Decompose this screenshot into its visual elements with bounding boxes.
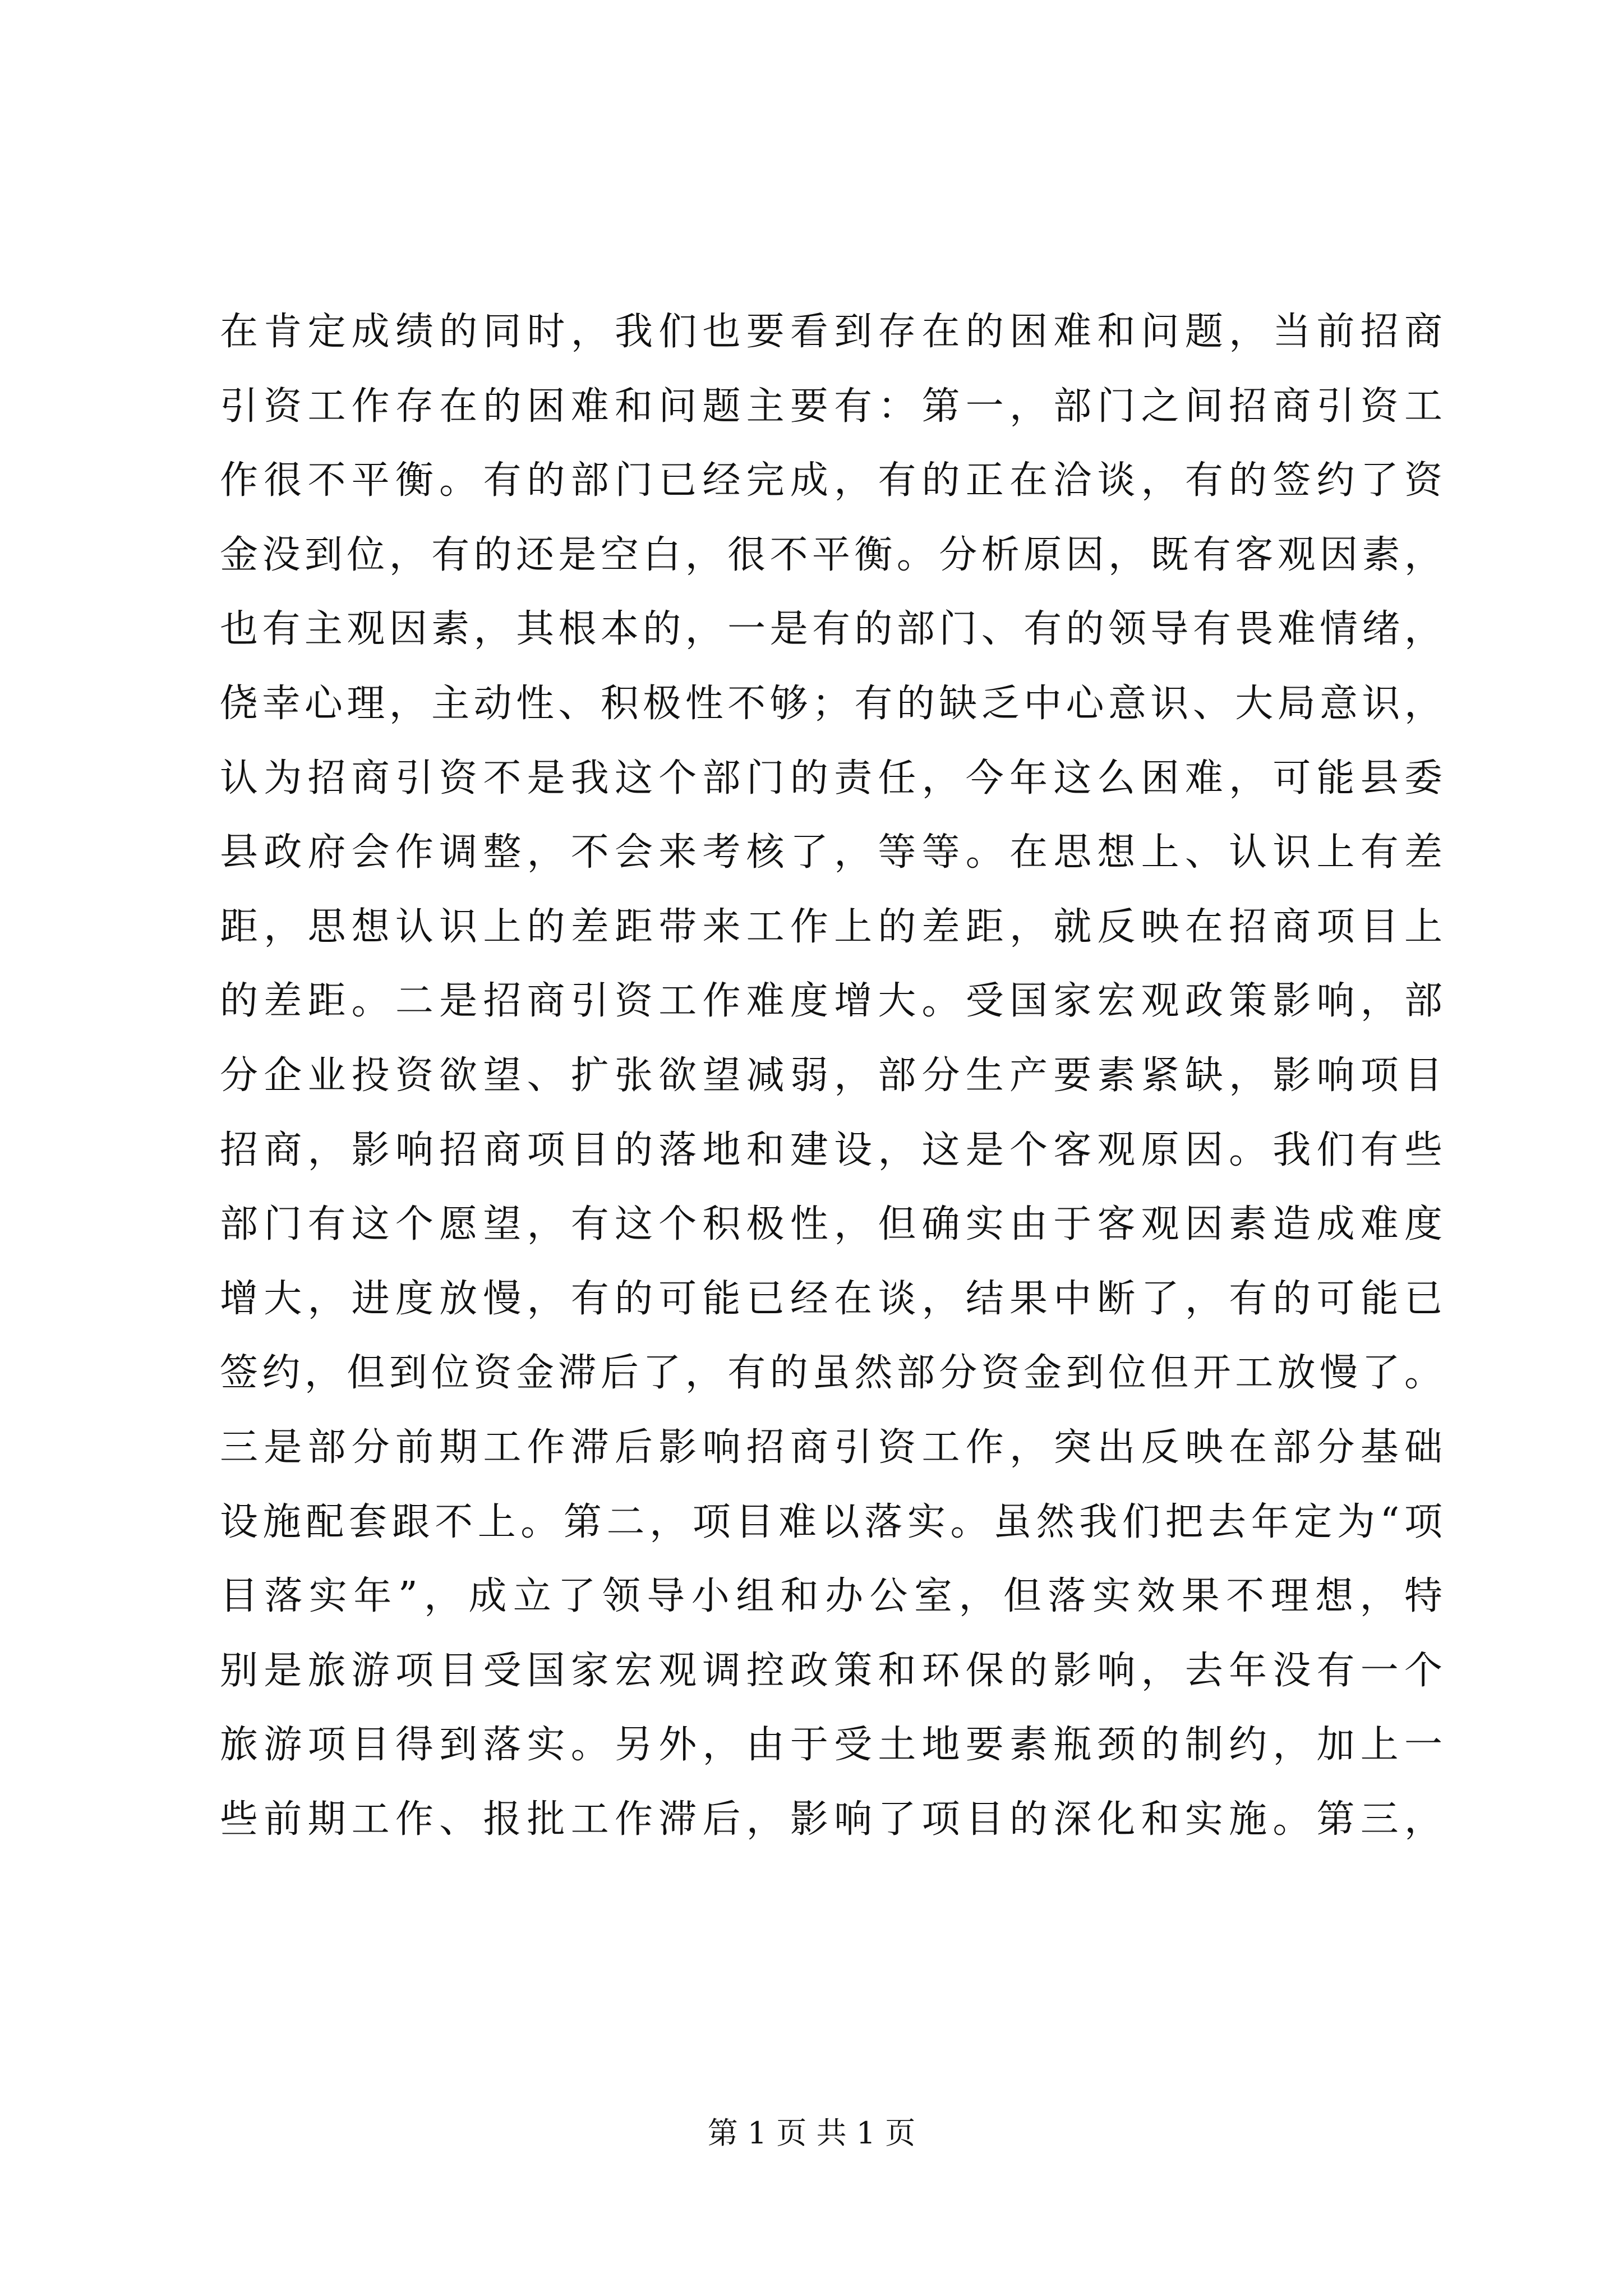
text-line: 引资工作存在的困难和问题主要有：第一，部门之间招商引资工 xyxy=(220,384,1442,429)
text-line: 距，思想认识上的差距带来工作上的差距，就反映在招商项目上 xyxy=(220,904,1442,949)
text-line: 旅游项目得到落实。另外，由于受土地要素瓶颈的制约，加上一 xyxy=(220,1723,1442,1768)
text-line: 县政府会作调整，不会来考核了，等等。在思想上、认识上有差 xyxy=(220,830,1442,875)
text-line: 三是部分前期工作滞后影响招商引资工作，突出反映在部分基础 xyxy=(220,1425,1442,1470)
text-line: 的差距。二是招商引资工作难度增大。受国家宏观政策影响，部 xyxy=(220,979,1442,1024)
text-line: 签约，但到位资金滞后了，有的虽然部分资金到位但开工放慢了。 xyxy=(220,1351,1442,1396)
text-line: 部门有这个愿望，有这个积极性，但确实由于客观因素造成难度 xyxy=(220,1202,1442,1247)
text-line: 招商，影响招商项目的落地和建设，这是个客观原因。我们有些 xyxy=(220,1128,1442,1172)
text-line: 认为招商引资不是我这个部门的责任，今年这么困难，可能县委 xyxy=(220,756,1442,800)
text-line: 些前期工作、报批工作滞后，影响了项目的深化和实施。第三， xyxy=(220,1797,1442,1842)
text-line: 金没到位，有的还是空白，很不平衡。分析原因，既有客观因素， xyxy=(220,532,1442,577)
page-number-footer: 第 1 页 共 1 页 xyxy=(707,2115,916,2151)
text-line: 也有主观因素，其根本的，一是有的部门、有的领导有畏难情绪， xyxy=(220,607,1442,652)
text-line: 增大，进度放慢，有的可能已经在谈，结果中断了，有的可能已 xyxy=(220,1276,1442,1321)
text-line: 目落实年”，成立了领导小组和办公室，但落实效果不理想，特 xyxy=(220,1574,1442,1619)
text-line: 设施配套跟不上。第二，项目难以落实。虽然我们把去年定为“项 xyxy=(220,1499,1442,1544)
text-line: 侥幸心理，主动性、积极性不够；有的缺乏中心意识、大局意识， xyxy=(220,681,1442,726)
body-paragraph xyxy=(220,295,1442,1857)
text-line: 作很不平衡。有的部门已经完成，有的正在洽谈，有的签约了资 xyxy=(220,458,1442,503)
text-line: 别是旅游项目受国家宏观调控政策和环保的影响，去年没有一个 xyxy=(220,1648,1442,1693)
text-line: 分企业投资欲望、扩张欲望减弱，部分生产要素紧缺，影响项目 xyxy=(220,1053,1442,1098)
text-line: 在肯定成绩的同时，我们也要看到存在的困难和问题，当前招商 xyxy=(220,310,1442,354)
